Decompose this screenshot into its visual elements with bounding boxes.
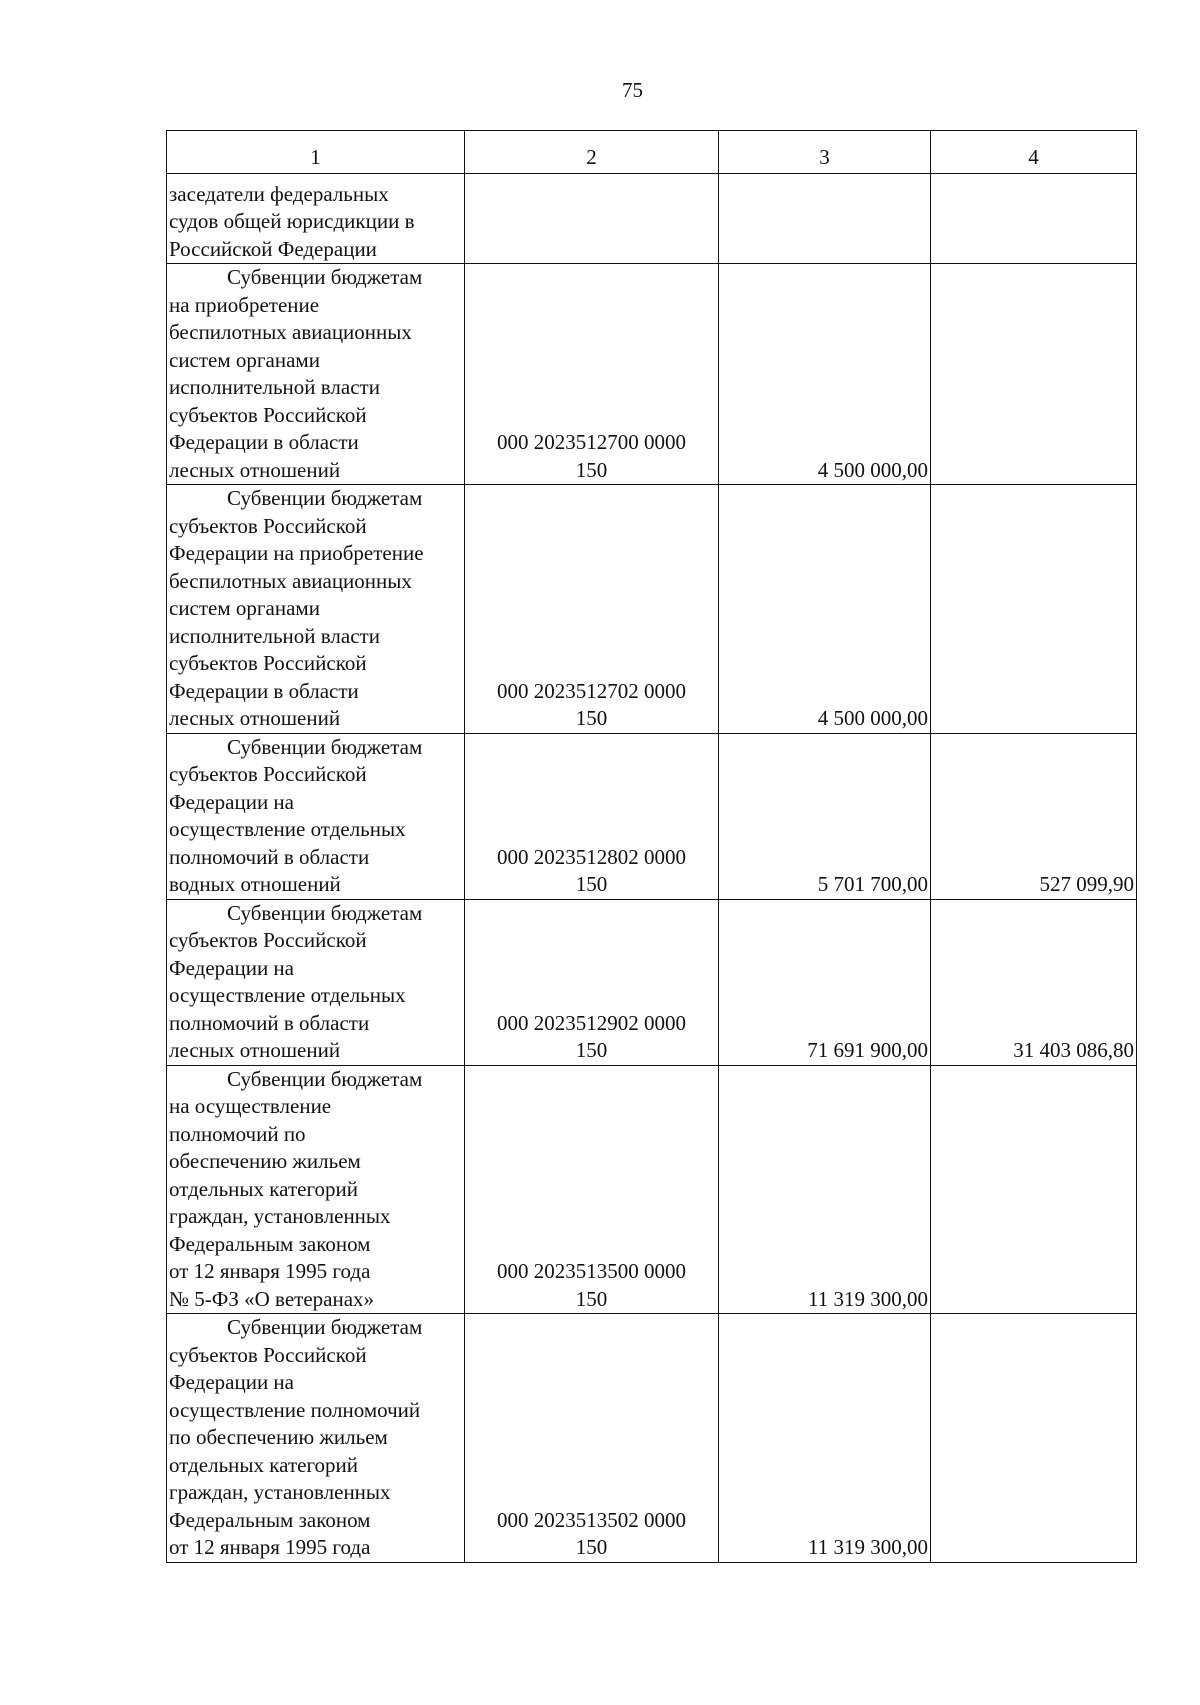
row-code-cell: 000 2023512802 0000 150 bbox=[465, 733, 719, 899]
row-name-cell bbox=[167, 485, 465, 734]
name-line: Субвенции бюджетам bbox=[227, 486, 423, 510]
name-line: систем органами bbox=[169, 596, 320, 620]
name-line: от 12 января 1995 года bbox=[169, 1535, 371, 1559]
table-header-row bbox=[167, 131, 1137, 174]
name-line: № 5-ФЗ «О ветеранах» bbox=[169, 1286, 375, 1311]
name-line: Субвенции бюджетам bbox=[227, 265, 423, 289]
name-line: Субвенции бюджетам bbox=[227, 1315, 423, 1339]
name-line: исполнительной власти bbox=[169, 623, 380, 648]
row-code-cell: 000 2023512902 0000 150 bbox=[465, 899, 719, 1065]
table-row bbox=[167, 485, 1137, 734]
row-executed-cell: 527 099,90 bbox=[931, 733, 1137, 899]
name-line: беспилотных авиационных bbox=[169, 320, 412, 344]
name-line: лесных отношений bbox=[169, 457, 341, 482]
name-line: Федерации на bbox=[169, 1370, 294, 1394]
row-name-cell bbox=[167, 1065, 465, 1314]
name-line: лесных отношений bbox=[169, 1038, 341, 1062]
row-name-cell bbox=[167, 264, 465, 485]
row-executed-cell: 31 403 086,80 bbox=[931, 899, 1137, 1065]
name-line: субъектов Российской bbox=[169, 513, 367, 538]
table-row bbox=[167, 899, 1137, 1065]
name-line: субъектов Российской bbox=[169, 402, 367, 427]
row-amount-cell: 11 319 300,00 bbox=[719, 1314, 931, 1563]
name-line: осуществление полномочий bbox=[169, 1397, 421, 1422]
column-header: 4 bbox=[931, 131, 1137, 174]
row-amount-cell: 4 500 000,00 bbox=[719, 264, 931, 485]
table-row bbox=[167, 1065, 1137, 1314]
row-executed-cell bbox=[931, 485, 1137, 734]
row-name-cell: заседатели федеральных судов общей юрисдикции в Российской Федерации bbox=[167, 174, 465, 264]
table-row bbox=[167, 174, 1137, 264]
name-line: водных отношений bbox=[169, 872, 341, 896]
row-amount-cell bbox=[719, 174, 931, 264]
row-executed-cell bbox=[931, 174, 1137, 264]
name-line: полномочий в области bbox=[169, 844, 370, 869]
row-amount-cell: 11 319 300,00 bbox=[719, 1065, 931, 1314]
name-line: граждан, установленных bbox=[169, 1204, 391, 1228]
name-line: Субвенции бюджетам bbox=[227, 1066, 423, 1091]
name-line: Федерации в области bbox=[169, 430, 359, 454]
row-executed-cell bbox=[931, 264, 1137, 485]
row-amount-cell: 4 500 000,00 bbox=[719, 485, 931, 734]
row-executed-cell bbox=[931, 1065, 1137, 1314]
name-line: Федерации на приобретение bbox=[169, 541, 424, 565]
row-name-cell bbox=[167, 1314, 465, 1563]
column-header: 2 bbox=[465, 131, 719, 174]
name-line: на приобретение bbox=[169, 292, 320, 317]
name-line: обеспечению жильем bbox=[169, 1149, 361, 1173]
name-line: Федеральным законом bbox=[169, 1507, 371, 1532]
row-code-cell: 000 2023513500 0000 150 bbox=[465, 1065, 719, 1314]
name-line: систем органами bbox=[169, 347, 320, 372]
table-row bbox=[167, 1314, 1137, 1563]
row-amount-cell: 5 701 700,00 bbox=[719, 733, 931, 899]
name-line: Федерации на bbox=[169, 789, 294, 814]
page-number: 75 bbox=[622, 78, 643, 102]
name-line: осуществление отдельных bbox=[169, 817, 406, 841]
name-line: Федеральным законом bbox=[169, 1231, 371, 1256]
name-line: исполнительной власти bbox=[169, 375, 380, 399]
column-header: 3 bbox=[719, 131, 931, 174]
row-amount-cell: 71 691 900,00 bbox=[719, 899, 931, 1065]
name-line: Субвенции бюджетам bbox=[227, 900, 423, 925]
name-line: субъектов Российской bbox=[169, 762, 367, 786]
row-executed-cell bbox=[931, 1314, 1137, 1563]
name-line: отдельных категорий bbox=[169, 1452, 359, 1477]
name-line: полномочий по bbox=[169, 1121, 306, 1146]
row-code-cell: 000 2023512700 0000 150 bbox=[465, 264, 719, 485]
name-line: субъектов Российской bbox=[169, 928, 367, 952]
name-line: Федерации в области bbox=[169, 678, 359, 703]
name-line: лесных отношений bbox=[169, 706, 341, 730]
name-line: граждан, установленных bbox=[169, 1480, 391, 1504]
name-line: отдельных категорий bbox=[169, 1176, 359, 1201]
name-line: от 12 января 1995 года bbox=[169, 1259, 371, 1283]
column-header: 1 bbox=[167, 131, 465, 174]
row-code-cell bbox=[465, 174, 719, 264]
row-code-cell: 000 2023513502 0000 150 bbox=[465, 1314, 719, 1563]
name-line: полномочий в области bbox=[169, 1010, 370, 1035]
table-row bbox=[167, 264, 1137, 485]
name-line: субъектов Российской bbox=[169, 1342, 367, 1367]
name-line: беспилотных авиационных bbox=[169, 568, 412, 593]
budget-table bbox=[166, 130, 1137, 1563]
name-line: субъектов Российской bbox=[169, 651, 367, 675]
row-name-cell bbox=[167, 733, 465, 899]
row-name-cell bbox=[167, 899, 465, 1065]
name-line: осуществление отдельных bbox=[169, 983, 406, 1007]
row-code-cell: 000 2023512702 0000 150 bbox=[465, 485, 719, 734]
name-line: на осуществление bbox=[169, 1094, 332, 1118]
table-row bbox=[167, 733, 1137, 899]
name-line: Федерации на bbox=[169, 955, 294, 980]
table-body bbox=[167, 131, 1137, 1563]
name-line: по обеспечению жильем bbox=[169, 1425, 388, 1449]
name-line: Субвенции бюджетам bbox=[227, 734, 423, 759]
